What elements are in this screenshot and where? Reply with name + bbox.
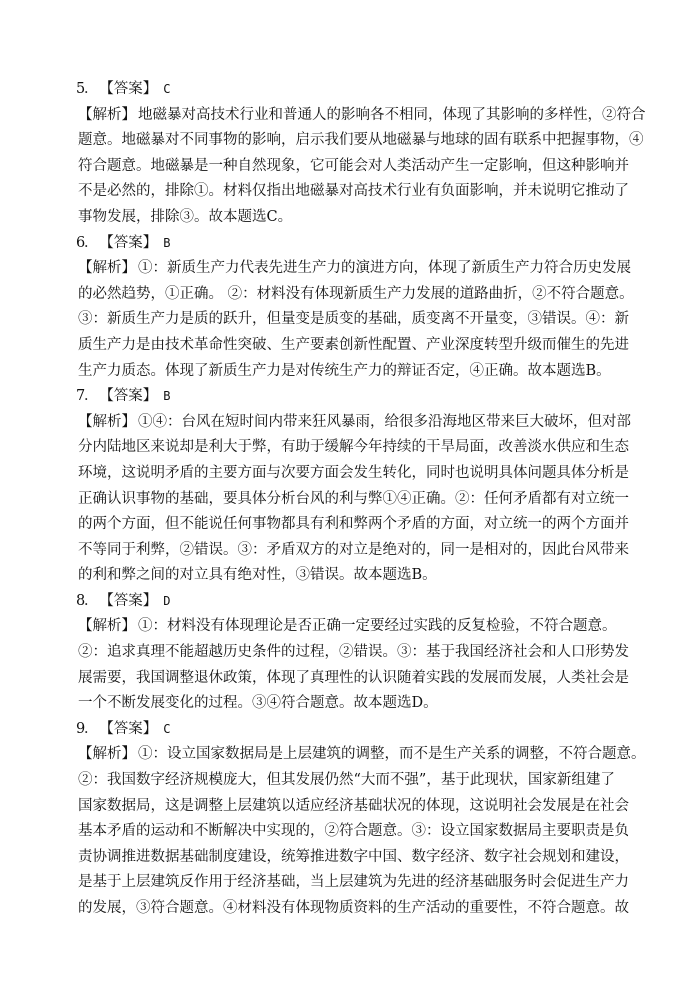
- analysis-line: 展需要，我国调整退休政策，体现了真理性的认识随着实践的发展而发展，人类社会是: [78, 669, 629, 686]
- analysis-line: 题意。地磁暴对不同事物的影响，启示我们要从地磁暴与地球的固有联系中把握事物，④: [78, 132, 644, 149]
- answer-value: B: [163, 235, 171, 250]
- analysis-line-text: ①④：台风在短时间内带来狂风暴雨，给很多沿海地区带来巨大破坏，但对部: [138, 413, 631, 430]
- analysis-line: 分内陆地区来说却是利大于弊，有助于缓解今年持续的干旱局面，改善淡水供应和生态: [78, 439, 629, 456]
- analysis-line-text: ①：设立国家数据局是上层建筑的调整，而不是生产关系的调整，不符合题意。: [138, 746, 646, 763]
- question-number: 8: [76, 592, 86, 609]
- analysis-line: 不是必然的，排除①。材料仅指出地磁暴对高技术行业有负面影响，并未说明它推动了: [78, 183, 629, 200]
- question-number: 6: [76, 234, 86, 251]
- analysis-line: [78, 742, 646, 768]
- analysis-line: [78, 410, 638, 436]
- analysis-line: 正确认识事物的基础，要具体分析台风的利与弊①④正确。②：任何矛盾都有对立统一: [78, 490, 629, 507]
- analysis-label: 【解析】: [78, 746, 136, 763]
- analysis-line: 国家数据局，这是调整上层建筑以适应经济基础状况的体现，这说明社会发展是在社会: [78, 797, 629, 814]
- question-number: 7: [76, 388, 86, 405]
- analysis-line: [78, 256, 638, 282]
- question-number-dot: ．: [84, 720, 99, 737]
- analysis-line: 符合题意。地磁暴是一种自然现象，它可能会对人类活动产生一定影响，但这种影响并: [78, 157, 629, 174]
- analysis-line: 不等同于利弊，②错误。③：矛盾双方的对立是绝对的，同一是相对的，因此台风带来: [78, 541, 629, 558]
- analysis-line: 基本矛盾的运动和不断解决中实现的，②符合题意。③：设立国家数据局主要职责是负: [78, 823, 629, 840]
- analysis-label: 【解析】: [78, 413, 136, 430]
- analysis-label: 【解析】: [78, 106, 136, 123]
- answer-value: C: [163, 82, 171, 96]
- analysis-line: 环境，这说明矛盾的主要方面与次要方面会发生转化，同时也说明具体问题具体分析是: [78, 464, 629, 481]
- analysis-label: 【解析】: [78, 260, 136, 277]
- answer-line: [78, 231, 638, 257]
- analysis-line: ②：我国数字经济规模庞大，但其发展仍然“大而不强”，基于此现状，国家新组建了: [78, 772, 615, 789]
- analysis-line: 责协调推进数据基础制度建设，统筹推进数字中国、数字经济、数字社会规划和建设，: [78, 848, 629, 865]
- question-number-dot: ．: [84, 234, 99, 251]
- question-block: [78, 384, 638, 589]
- analysis-line: ②：追求真理不能超越历史条件的过程，②错误。③：基于我国经济社会和人口形势发: [78, 644, 629, 661]
- analysis-line: 的两个方面，但不能说任何事物都具有利和弊两个矛盾的方面，对立统一的两个方面并: [78, 516, 629, 533]
- answer-line: [78, 717, 638, 743]
- analysis-line: 生产力质态。体现了新质生产力是对传统生产力的辩证否定，④正确。故本题选B。: [78, 362, 611, 379]
- analysis-text: [78, 103, 646, 231]
- analysis-line: 是基于上层建筑反作用于经济基础，当上层建筑为先进的经济基础服务时会促进生产力: [78, 874, 629, 891]
- analysis-line-text: ①：材料没有体现理论是否正确一定要经过实践的反复检验，不符合题意。: [138, 618, 617, 635]
- answer-key-content: [76, 77, 646, 922]
- question-number: 9: [76, 720, 86, 737]
- question-block: [76, 77, 646, 231]
- question-number: 5: [76, 81, 86, 97]
- answer-label: 【答案】: [106, 720, 158, 737]
- question-number-dot: ．: [84, 388, 99, 405]
- analysis-label: 【解析】: [78, 618, 136, 635]
- analysis-line: ③：新质生产力是质的跃升，但量变是质变的基础，质变离不开量变，③错误。④：新: [78, 311, 629, 328]
- answer-line: [78, 384, 638, 410]
- analysis-line-text: 地磁暴对高技术行业和普通人的影响各不相同，体现了其影响的多样性，②符合: [138, 106, 646, 123]
- answer-label: 【答案】: [106, 592, 158, 609]
- answer-label: 【答案】: [106, 234, 158, 251]
- analysis-line-text: ①：新质生产力代表先进生产力的演进方向，体现了新质生产力符合历史发展: [138, 260, 631, 277]
- analysis-text: [78, 410, 638, 589]
- answer-line: [78, 589, 638, 615]
- answer-label: 【答案】: [106, 81, 158, 97]
- answer-value: C: [163, 721, 171, 736]
- analysis-text: [78, 742, 646, 921]
- analysis-line: 事物发展，排除③。故本题选C。: [78, 208, 293, 225]
- analysis-text: [78, 614, 638, 716]
- answer-line: [78, 77, 638, 103]
- analysis-text: [78, 256, 638, 384]
- question-block: [78, 589, 638, 717]
- analysis-line: 的必然趋势，①正确。 ②：材料没有体现新质生产力发展的道路曲折，②不符合题意。: [78, 285, 634, 302]
- analysis-line: [78, 614, 638, 640]
- answer-value: D: [163, 593, 171, 608]
- analysis-line: [78, 103, 646, 129]
- analysis-line: 的利和弊之间的对立具有绝对性，③错误。故本题选B。: [78, 567, 437, 584]
- analysis-line: 的发展，③符合题意。④材料没有体现物质资料的生产活动的重要性，不符合题意。故: [78, 900, 629, 916]
- analysis-line: 质生产力是由技术革命性突破、生产要素创新性配置、产业深度转型升级而催生的先进: [78, 336, 629, 353]
- question-number-dot: ．: [84, 81, 99, 97]
- question-number-dot: ．: [84, 592, 99, 609]
- question-block: [78, 231, 638, 385]
- analysis-line: 一个不断发展变化的过程。③④符合题意。故本题选D。: [78, 695, 438, 712]
- answer-label: 【答案】: [106, 388, 158, 405]
- answer-value: B: [163, 389, 171, 404]
- question-block: [76, 717, 646, 922]
